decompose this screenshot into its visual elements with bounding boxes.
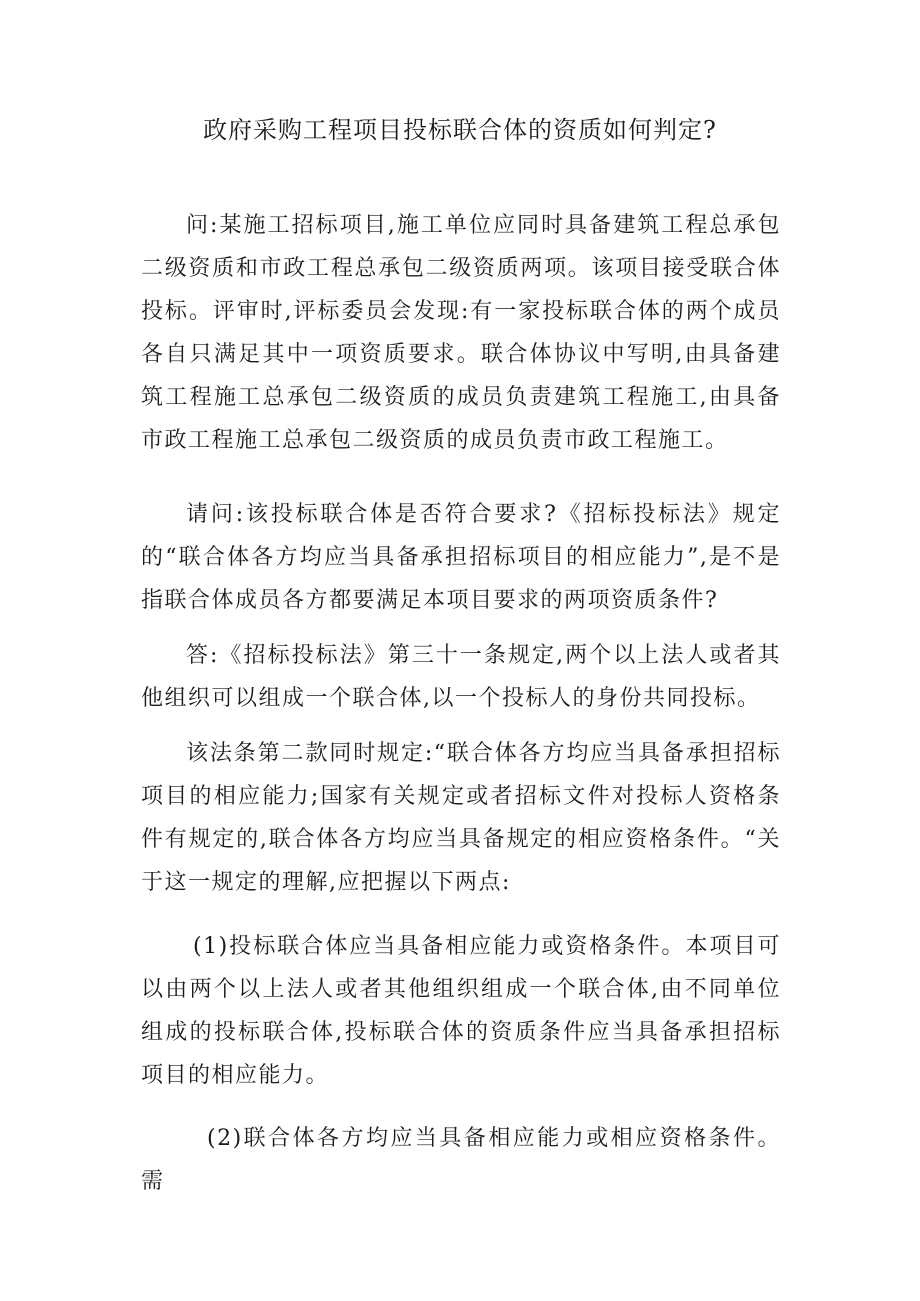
point-two-paragraph: (2)联合体各方均应当具备相应能力或相应资格条件。需	[141, 1126, 781, 1194]
question-followup-paragraph: 请问:该投标联合体是否符合要求?《招标投标法》规定的“联合体各方均应当具备承担招标项目的相应能力”,是不是指联合体成员各方都要满足本项目要求的两项资质条件?	[141, 502, 781, 613]
point-one-paragraph: (1)投标联合体应当具备相应能力或资格条件。本项目可以由两个以上法人或者其他组织组成一个联合体,由不同单位组成的投标联合体,投标联合体的资质条件应当具备承担招标项目的相应能力。	[141, 934, 781, 1088]
question-paragraph: 问:某施工招标项目,施工单位应同时具备建筑工程总承包二级资质和市政工程总承包二级资质两项。该项目接受联合体投标。评审时,评标委员会发现:有一家投标联合体的两个成员各自只满足其中一项资质要求。联合体协议中写明,由具备建筑工程施工总承包二级资质的成员负责建筑工程施工,由具备市政工程施工总承包二级资质的成员负责市政工程施工。	[141, 213, 781, 453]
law-clause-paragraph: 该法条第二款同时规定:“联合体各方均应当具备承担招标项目的相应能力;国家有关规定或者招标文件对投标人资格条件有规定的,联合体各方均应当具备规定的相应资格条件。“关于这一规定的理解,应把握以下两点:	[141, 741, 781, 895]
document-title: 政府采购工程项目投标联合体的资质如何判定?	[203, 116, 717, 144]
answer-paragraph: 答:《招标投标法》第三十一条规定,两个以上法人或者其他组织可以组成一个联合体,以一个投标人的身份共同投标。	[141, 643, 781, 711]
